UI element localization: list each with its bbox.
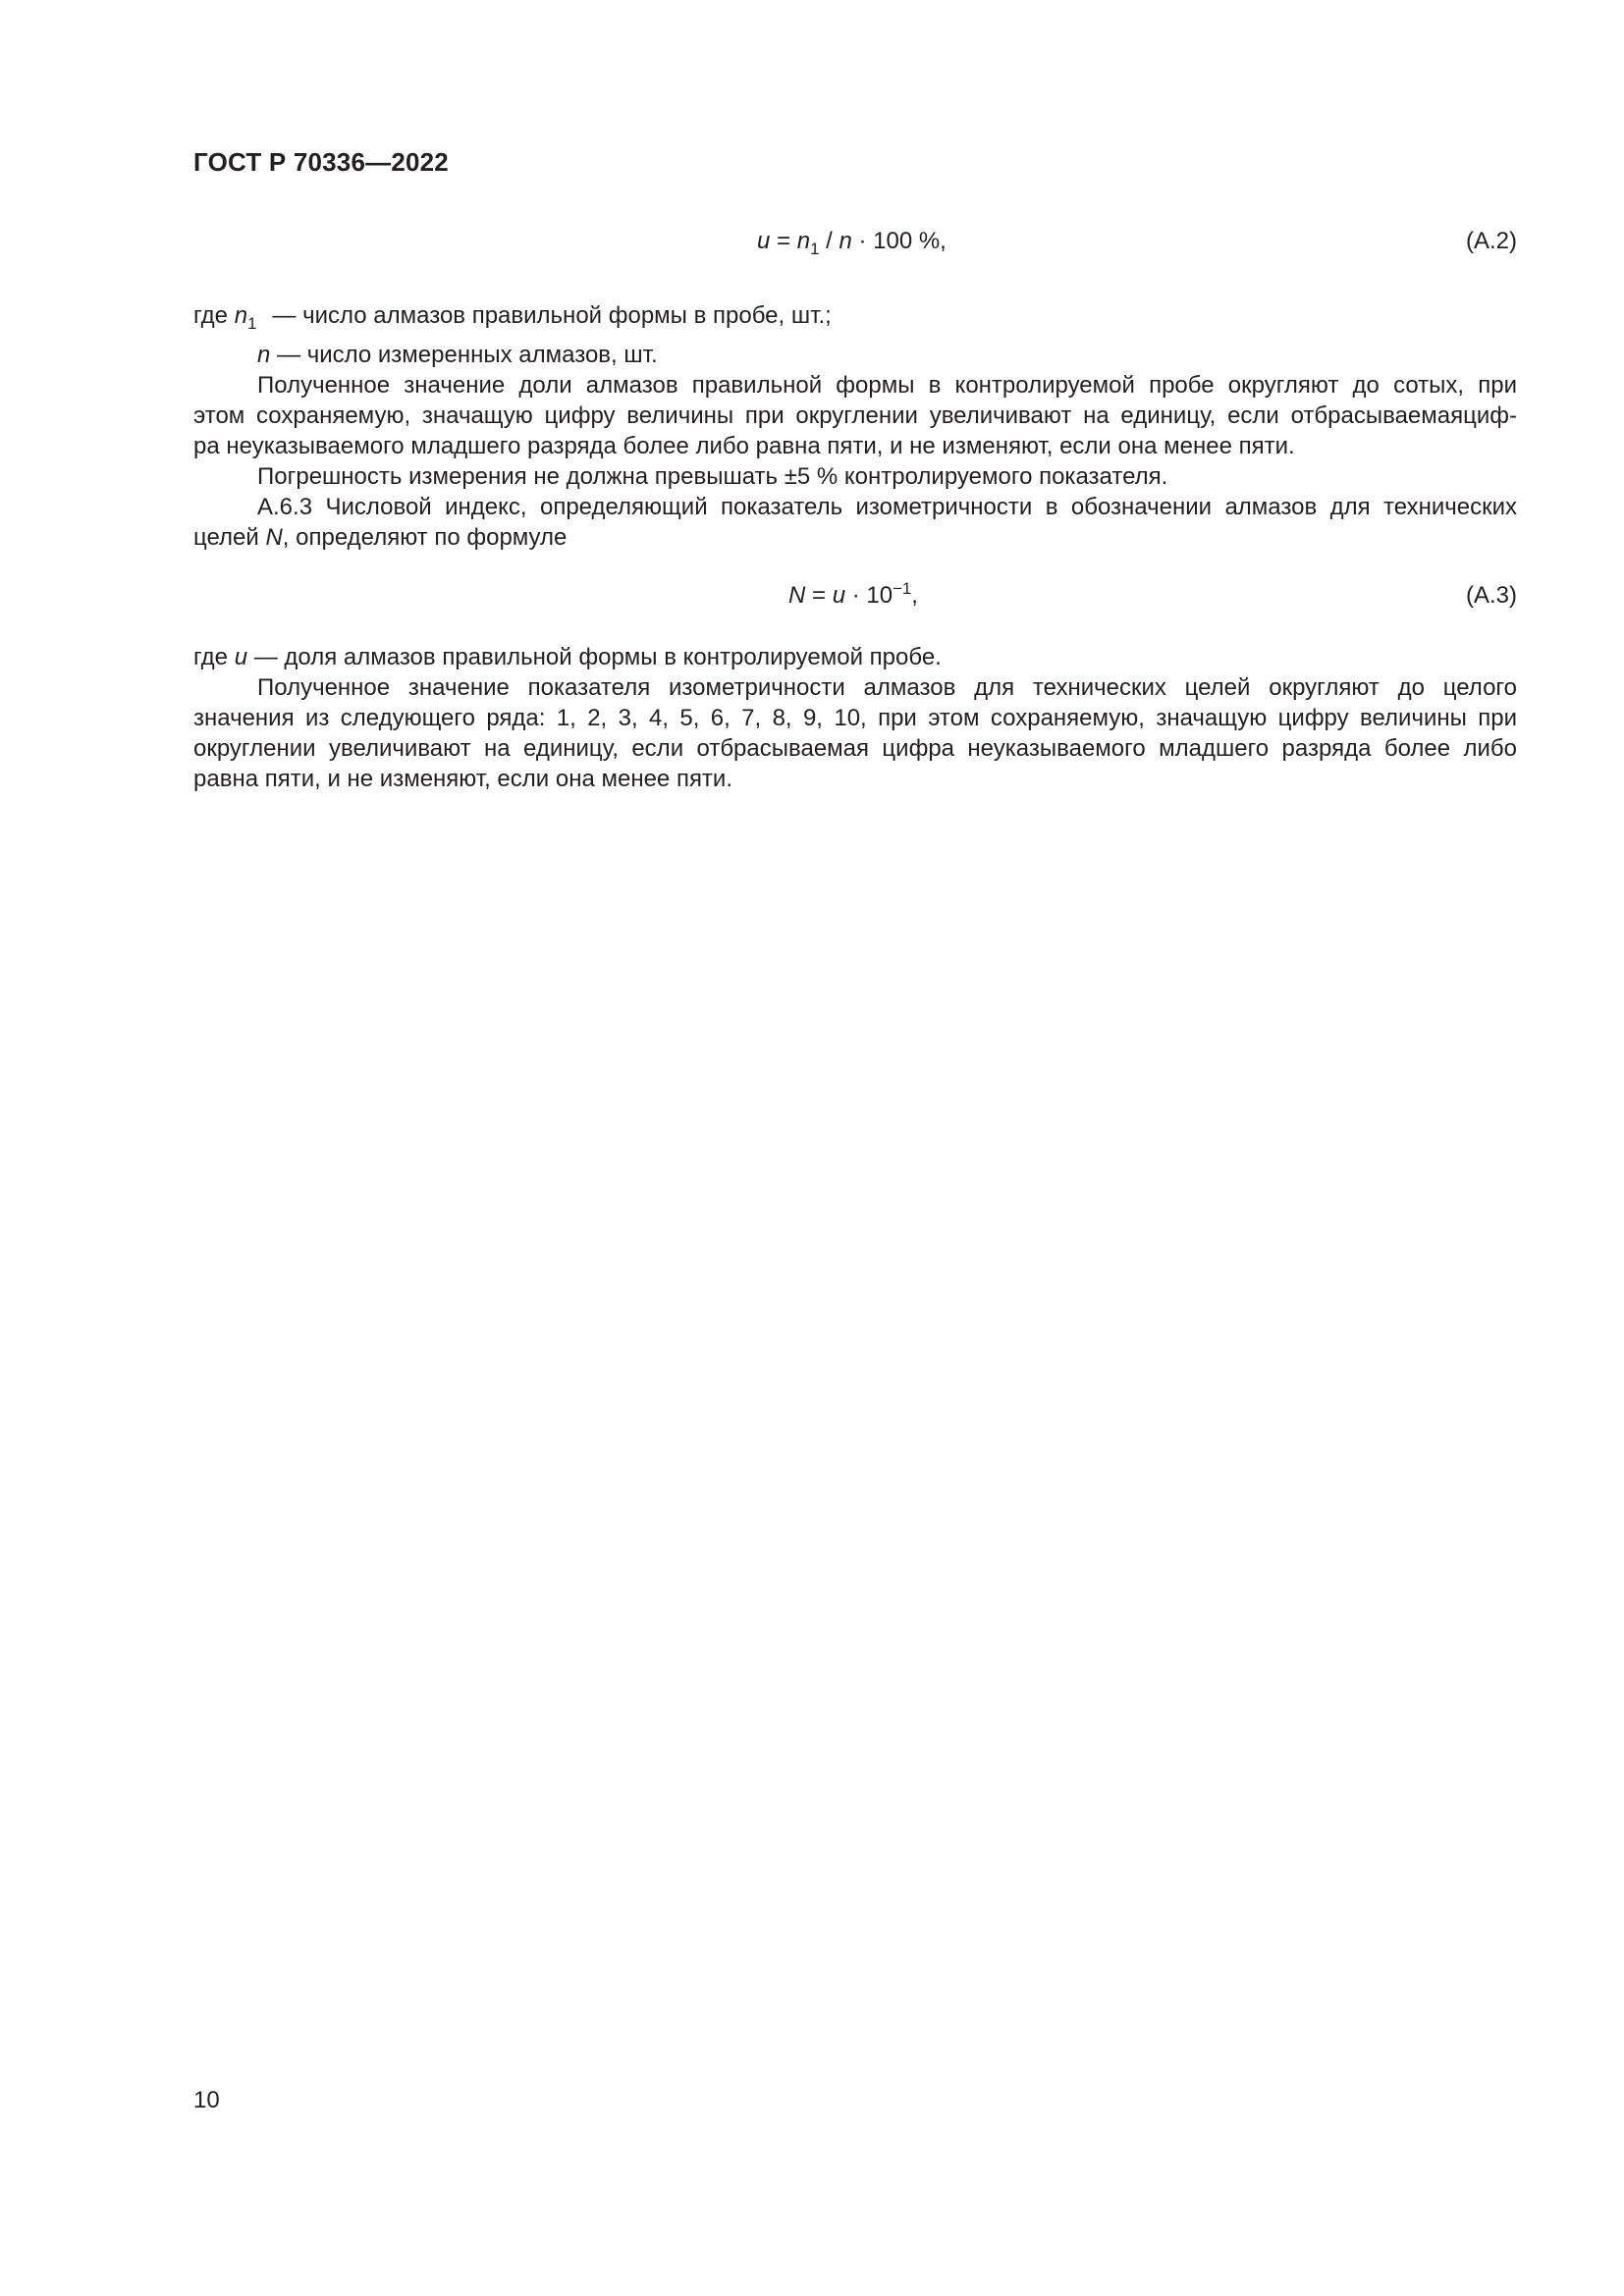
paragraph-a63-line-1: А.6.3 Числовой индекс, определяющий показатель изометричности в обозначении алмазов для технических xyxy=(257,494,1517,520)
paragraph-error: Погрешность измерения не должна превышать ±5 % контролируемого показателя. xyxy=(257,463,1168,490)
formula-a3-number: (А.3) xyxy=(1465,582,1517,609)
paragraph-a63-line-2: целей N, определяют по формуле xyxy=(193,524,568,551)
paragraph-index-line-1: Полученное значение показателя изометричности алмазов для технических целей округляют до целого xyxy=(257,674,1517,701)
paragraph-rounding-line-3: ра неуказываемого младшего разряда более либо равна пяти, и не изменяют, если она менее пяти. xyxy=(193,433,1295,459)
standard-header: ГОСТ Р 70336—2022 xyxy=(193,147,449,177)
paragraph-index-line-4: равна пяти, и не изменяют, если она менее пяти. xyxy=(193,766,732,792)
definition-u: где u — доля алмазов правильной формы в контролируемой пробе. xyxy=(193,644,942,670)
paragraph-rounding-line-1: Полученное значение доли алмазов правильной формы в контролируемой пробе округляют до сотых, при xyxy=(257,372,1517,399)
paragraph-index-line-3: округлении увеличивают на единицу, если отбрасываемая цифра неуказываемого младшего разряда более либо xyxy=(193,735,1517,762)
formula-a3-expression: $N = u \cdot 10^{-1}$, xyxy=(788,579,918,609)
paragraph-rounding-line-2: этом сохраняемую, значащую цифру величины при округлении увеличивают на единицу, если отбрасываемаяциф- xyxy=(193,402,1517,429)
formula-a2-number: (А.2) xyxy=(1465,228,1517,254)
paragraph-index-line-2: значения из следующего ряда: 1, 2, 3, 4, 5, 6, 7, 8, 9, 10, при этом сохраняемую, значащую цифру величины при xyxy=(193,705,1517,731)
definition-n1: где $n_1$ — число алмазов правильной формы в пробе, шт.; xyxy=(193,302,832,333)
page-number: 10 xyxy=(193,2087,220,2113)
definition-n: n — число измеренных алмазов, шт. xyxy=(257,342,658,368)
formula-a2-expression: $u = n_1 / n \cdot 100$ %, xyxy=(757,228,947,258)
